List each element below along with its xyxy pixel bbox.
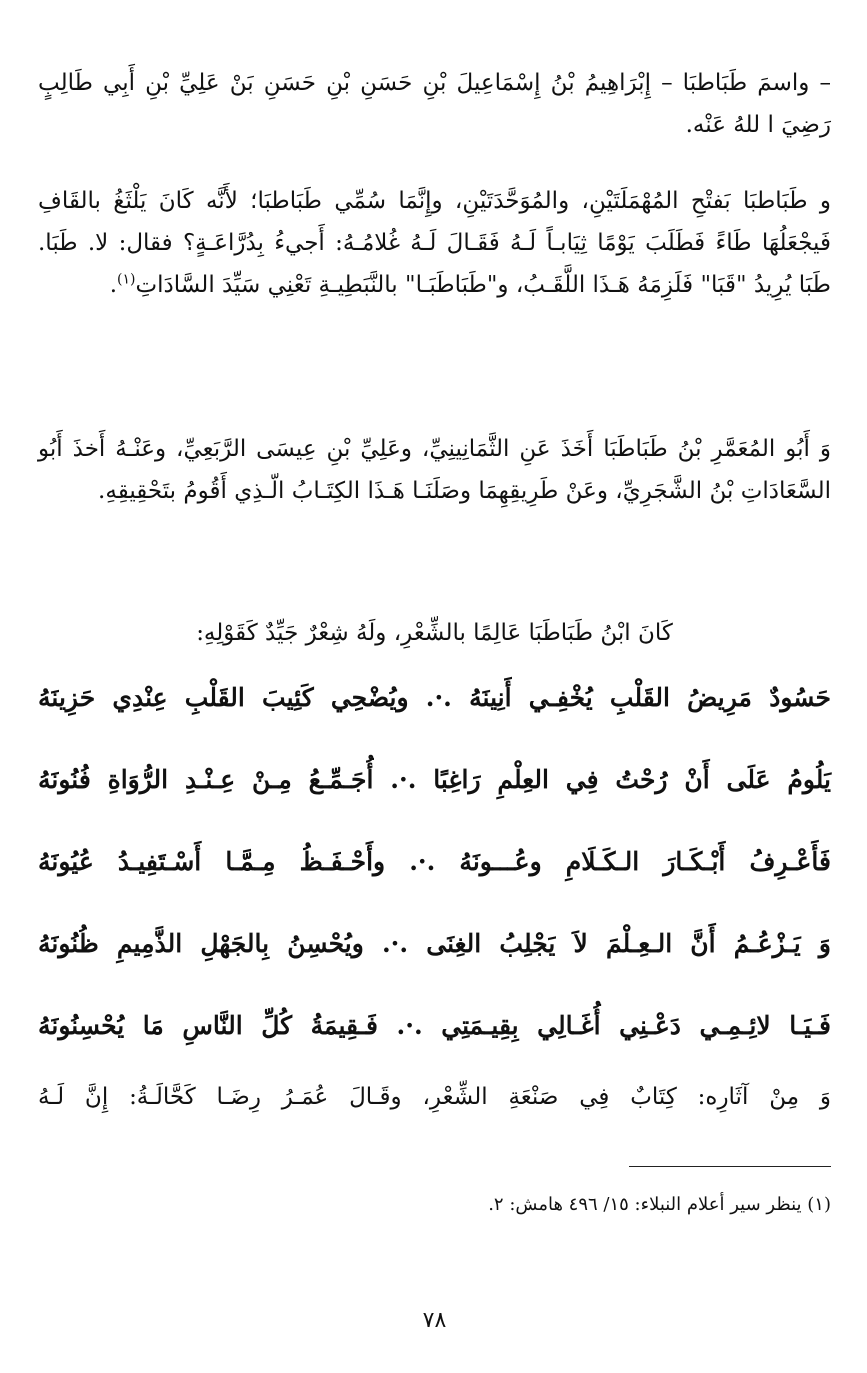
paragraph-abu-al-muammar <box>38 428 831 512</box>
poem-verse-1: حَسُودٌ مَرِيضُ القَلْبِ يُخْفِـي أَنِينَهُ .·. ويُضْحِي كَئِيبَ القَلْبِ عِنْدِي حَزِينَهُ <box>38 683 831 712</box>
poem-verse-3: فَأَعْـرِفُ أَبْـكَـارَ الـكَـلَامِ وعُـــونَهُ .·. وأَحْـفَـظُ مِـمَّـا أَسْـتَفِيـدُ عُيُونَهُ <box>38 847 831 876</box>
paragraph-text: وَ مِنْ آثَارِه: كِتَابٌ فِي صَنْعَةِ الشِّعْرِ، وقَـالَ عُمَـرُ رِضَـا كَحَّالَـةُ: إِنَّ لَـهُ <box>38 1084 831 1110</box>
paragraph-text: و طَبَاطبَا بَفتْحِ المُهْمَلَتَيْنِ، والمُوَحَّدَتَيْنِ، وإِنَّمَا سُمِّي طَبَاطبَا؛ لأَنَّه كَانَ يَلْثَغُ بالقَافِ فَيجْعَلُهَا طَاءً فَطَلَبَ يَوْمًا ثِيَابـاً لَـهُ فَقَـالَ لَـهُ غُلامُـهُ: أَجيءُ بِدُرَّاعَـةٍ؟ فقال: لا. طَبَا. طَبَا يُرِيدُ "قَبَا" فَلَزِمَهُ هَـذَا اللَّقَـبُ، و"طَبَاطَبَـا" بالنَّبَطِيـةِ تَعْنِي سَيِّدَ السَّادَاتِ <box>38 188 831 298</box>
footnote-divider <box>629 1166 831 1167</box>
intro-text: كَانَ ابْنُ طَبَاطَبَا عَالِمًا بالشِّعْرِ، ولَهُ شِعْرٌ جَيِّدٌ كَقَوْلِهِ: <box>196 620 673 646</box>
poem-verse-2: يَلُومُ عَلَى أَنْ رُحْتُ فِي العِلْمِ رَاغِبًا .·. أُجَـمِّـعُ مِـنْ عِـنْـدِ الرُّوَاةِ فُنُونَهُ <box>38 765 831 794</box>
paragraph-end: . <box>109 272 118 298</box>
footnote-reference[interactable]: (١) <box>117 271 136 288</box>
poem-introduction <box>38 612 831 654</box>
footnote: (١) ينظر سير أعلام النبلاء: ١٥/ ٤٩٦ هامش: ٢. <box>488 1194 831 1215</box>
paragraph-text: وَ أَبُو المُعَمَّرِ بْنُ طَبَاطَبَا أَخَذَ عَنِ الثَّمَانِينِيِّ، وعَلِيِّ بْنِ عِيسَى الرَّبَعِيِّ، وعَنْـهُ أَخذَ أَبُو السَّعَادَاتِ بْنُ الشَّجَرِيِّ، وعَنْ طَرِيقِهِمَا وصَلَنَـا هَـذَا الكِتَـابُ الّـذِي أَقُومُ بتَحْقِيقِهِ. <box>38 436 831 504</box>
paragraph-works <box>38 1076 831 1118</box>
document-page <box>38 0 831 1373</box>
paragraph-name-of-tabataba <box>38 62 831 146</box>
poem-verse-4: وَ يَـزْعُـمُ أَنَّ الـعِـلْمَ لاَ يَجْلِبُ الغِنَى .·. ويُحْسِنُ بِالجَهْلِ الذَّمِيمِ ظُنُونَهُ <box>38 929 831 958</box>
poem-verse-5: فَـيَـا لائِـمِـي دَعْـنِي أُغَـالِي بِقِيـمَتِي .·. فَـقِيمَةُ كُلِّ النَّاسِ مَا يُحْسِنُونَهُ <box>38 1011 831 1040</box>
page-number: ٧٨ <box>422 1308 447 1333</box>
paragraph-text: – واسمَ طَبَاطبَا – إِبْرَاهِيمُ بْنُ إِسْمَاعِيلَ بْنِ حَسَنِ بْنِ حَسَنِ بَنْ عَلِيِّ بْنِ أَبِي طَالِبٍ رَضِيَ ا للهُ عَنْه. <box>38 70 831 138</box>
paragraph-meaning-of-tabataba <box>38 180 831 306</box>
